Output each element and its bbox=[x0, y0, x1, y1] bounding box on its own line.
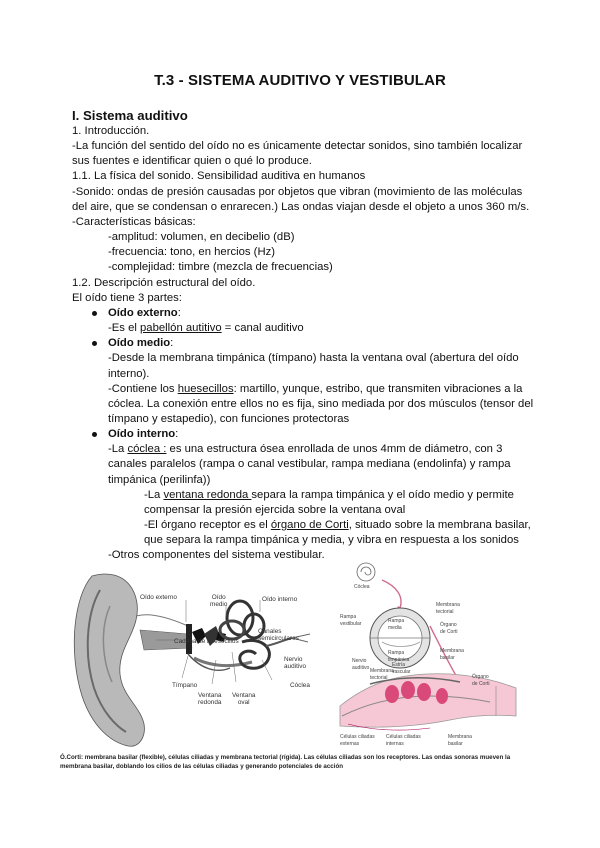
figure-caption: Ó.Corti: membrana basilar (flexible), células ciliadas y membrana tectorial (rígida). Las células ciliadas son los receptores. Las ondas sonoras mueven la membrana basilar, doblando los cilios de las células ciliadas y generando potenciales de acción bbox=[60, 754, 511, 771]
bullet-oido-interno: Oído interno: bbox=[72, 427, 542, 442]
ear-anatomy-figure bbox=[70, 556, 550, 750]
text-line: -Sonido: ondas de presión causadas por objetos que vibran (movimiento de las moléculas bbox=[72, 185, 523, 198]
ear-illustration bbox=[70, 556, 550, 750]
text-line bbox=[72, 442, 542, 457]
label-oido-externo: Oído externo bbox=[140, 594, 177, 601]
text-line: compensar la presión ejercida sobre la ventana oval bbox=[144, 503, 406, 516]
underlined-term: órgano de Corti bbox=[270, 519, 349, 532]
text-line: -complejidad: timbre (mezcla de frecuencias) bbox=[108, 261, 333, 274]
text-line bbox=[72, 518, 542, 533]
label-rampa-media: Rampa media bbox=[388, 618, 405, 631]
underlined-term: huesecillos bbox=[177, 382, 234, 395]
text-span: : martillo, yunque, estribo, que transmiten vibraciones a la bbox=[233, 382, 523, 395]
label-oido-medio: Oído medio bbox=[210, 594, 228, 608]
text-span: es una estructura ósea enrollada de unos 4mm de diámetro, con 3 bbox=[166, 443, 503, 456]
label-ventana-redonda: Ventana redonda bbox=[198, 692, 222, 706]
underlined-term: pabellón autitivo bbox=[140, 322, 222, 335]
bullet-oido-externo: Oído externo: bbox=[72, 306, 542, 321]
underlined-term: cóclea : bbox=[127, 443, 167, 456]
text-line bbox=[72, 488, 542, 503]
body-text bbox=[72, 124, 542, 564]
text-line: 1.2. Descripción estructural del oído. bbox=[72, 276, 256, 289]
text-line: canales paralelos (rampa o canal vestibular, rampa mediana (endolinfa) y rampa bbox=[108, 458, 511, 471]
bullet-label: Oído medio bbox=[108, 337, 171, 350]
label-timpano: Tímpano bbox=[172, 682, 198, 689]
text-line: tímpano y estapedio), con funciones protectoras bbox=[108, 412, 350, 425]
text-line: 1. Introducción. bbox=[72, 125, 150, 137]
bullet-oido-medio: Oído medio: bbox=[72, 336, 542, 351]
text-span: -El órgano receptor es el bbox=[144, 519, 271, 532]
text-span: -La bbox=[144, 488, 164, 501]
label-corti-bottom: Órgano de Corti bbox=[472, 674, 490, 687]
text-line bbox=[72, 382, 542, 397]
text-span: -La bbox=[108, 443, 128, 456]
text-line: timpánica (perilinfa)) bbox=[108, 473, 211, 486]
text-line: del aire, que se condensan o enrarecen.) Las ondas viajan desde el objeto a unos 360 m/s. bbox=[72, 200, 530, 213]
label-estria: Estría vascular bbox=[392, 662, 411, 675]
text-span: -Es el bbox=[108, 322, 141, 335]
bullet-label: Oído interno bbox=[108, 428, 176, 441]
underlined-term: ventana redonda bbox=[163, 488, 252, 501]
text-line: sus fuentes e identificar quien o qué lo produce. bbox=[72, 155, 312, 168]
label-canales-semicirculares: Canales semicirculares bbox=[258, 628, 299, 642]
text-line: -Características básicas: bbox=[72, 215, 196, 228]
text-line: -La función del sentido del oído no es únicamente detectar sonidos, sino también localizar bbox=[72, 140, 523, 153]
label-membrana-basilar-bottom: Membrana basilar bbox=[448, 734, 472, 747]
section-heading: I. Sistema auditivo bbox=[72, 108, 188, 123]
label-celulas-internas: Células ciliadas internas bbox=[386, 734, 421, 747]
text-span: -Contiene los bbox=[108, 382, 178, 395]
label-rampa-timpanica: Rampa timpánica bbox=[388, 650, 410, 663]
text-span: , situado sobre la membrana basilar, bbox=[348, 519, 531, 532]
text-line: -Otros componentes del sistema vestibular. bbox=[108, 549, 325, 562]
text-line: interno). bbox=[108, 367, 150, 380]
label-celulas-externas: Células ciliadas externas bbox=[340, 734, 375, 747]
label-membrana-tectorial-bottom: Membrana tectorial bbox=[370, 668, 394, 681]
page-title: T.3 - SISTEMA AUDITIVO Y VESTIBULAR bbox=[154, 72, 446, 89]
text-span: = canal auditivo bbox=[221, 322, 304, 335]
label-rampa-vestibular: Rampa vestibular bbox=[340, 614, 362, 627]
text-line: El oído tiene 3 partes: bbox=[72, 291, 182, 304]
text-line bbox=[72, 321, 542, 336]
text-line: que separa la rampa timpánica y media, y vibra en respuesta a los sonidos bbox=[144, 534, 519, 547]
text-span: separa la rampa timpánica y el oído medio y permite bbox=[251, 488, 514, 501]
text-line: -frecuencia: tono, en hercios (Hz) bbox=[108, 246, 276, 259]
label-nervio-aud: Nervio auditivo bbox=[352, 658, 370, 671]
label-organo-corti: Órgano de Corti bbox=[440, 622, 458, 635]
text-line: 1.1. La física del sonido. Sensibilidad auditiva en humanos bbox=[72, 170, 366, 183]
bullet-label: Oído externo bbox=[108, 306, 178, 319]
text-line: -amplitud: volumen, en decibelio (dB) bbox=[108, 231, 295, 244]
label-huesos: Cadena de huesecillos bbox=[174, 638, 239, 645]
label-nervio-auditivo: Nervio auditivo bbox=[284, 656, 307, 670]
label-oido-interno: Oído interno bbox=[262, 596, 298, 603]
label-ventana-oval: Ventana oval bbox=[232, 692, 256, 706]
label-coclea: Cóclea bbox=[290, 682, 310, 689]
label-membrana-tectorial: Membrana tectorial bbox=[436, 602, 460, 615]
label-coclea-small: Cóclea bbox=[354, 584, 370, 590]
text-line: -Desde la membrana timpánica (tímpano) hasta la ventana oval (abertura del oído bbox=[108, 352, 519, 365]
label-membrana-basilar: Membrana basilar bbox=[440, 648, 464, 661]
text-line: cóclea. La conexión entre ellos no es fija, sino mediada por dos músculos (tensor del bbox=[108, 397, 534, 410]
